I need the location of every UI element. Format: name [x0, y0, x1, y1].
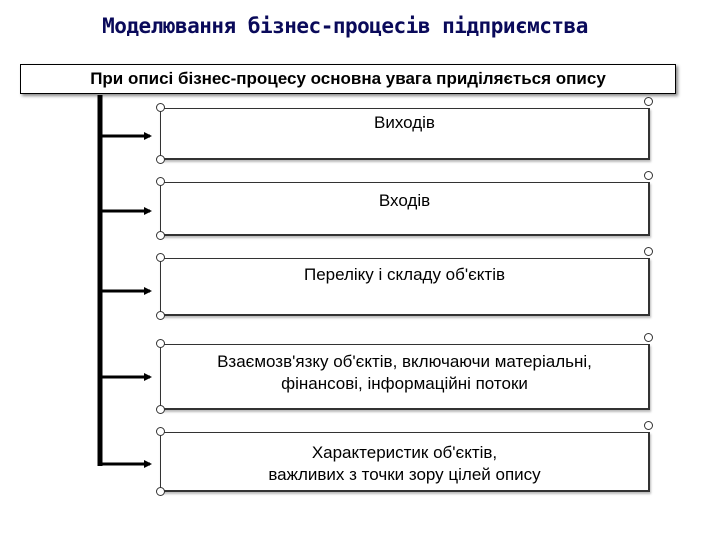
- scroll-label: Взаємозв'язку об'єктів, включаючи матеріальні, фінансові, інформаційні потоки: [217, 351, 592, 393]
- scroll-box-relationships: [160, 344, 650, 410]
- scroll-label: Характеристик об'єктів, важливих з точки зору цілей опису: [268, 442, 541, 484]
- scroll-curl: [156, 253, 165, 262]
- scroll-curl: [644, 333, 653, 342]
- scroll-curl: [644, 171, 653, 180]
- scroll-curl: [644, 421, 653, 430]
- scroll-curl: [156, 155, 165, 164]
- scroll-curl: [156, 103, 165, 112]
- scroll-curl: [156, 231, 165, 240]
- scroll-curl: [156, 311, 165, 320]
- scroll-curl: [156, 177, 165, 186]
- scroll-box-objects-list: [160, 258, 650, 316]
- diagram-title: Моделювання бізнес-процесів підприємства: [102, 14, 588, 38]
- scroll-curl: [644, 97, 653, 106]
- scroll-curl: [156, 339, 165, 348]
- scroll-curl: [156, 487, 165, 496]
- scroll-label: Переліку і складу об'єктів: [303, 264, 506, 284]
- scroll-curl: [644, 247, 653, 256]
- scroll-box-outputs: [160, 108, 650, 160]
- scroll-label: Виходів: [374, 112, 435, 132]
- scroll-box-characteristics: [160, 432, 650, 492]
- scroll-label: Входів: [378, 190, 431, 210]
- scroll-curl: [156, 405, 165, 414]
- header-box: При описі бізнес-процесу основна увага приділяється опису: [20, 64, 676, 94]
- scroll-box-inputs: [160, 182, 650, 236]
- scroll-curl: [156, 427, 165, 436]
